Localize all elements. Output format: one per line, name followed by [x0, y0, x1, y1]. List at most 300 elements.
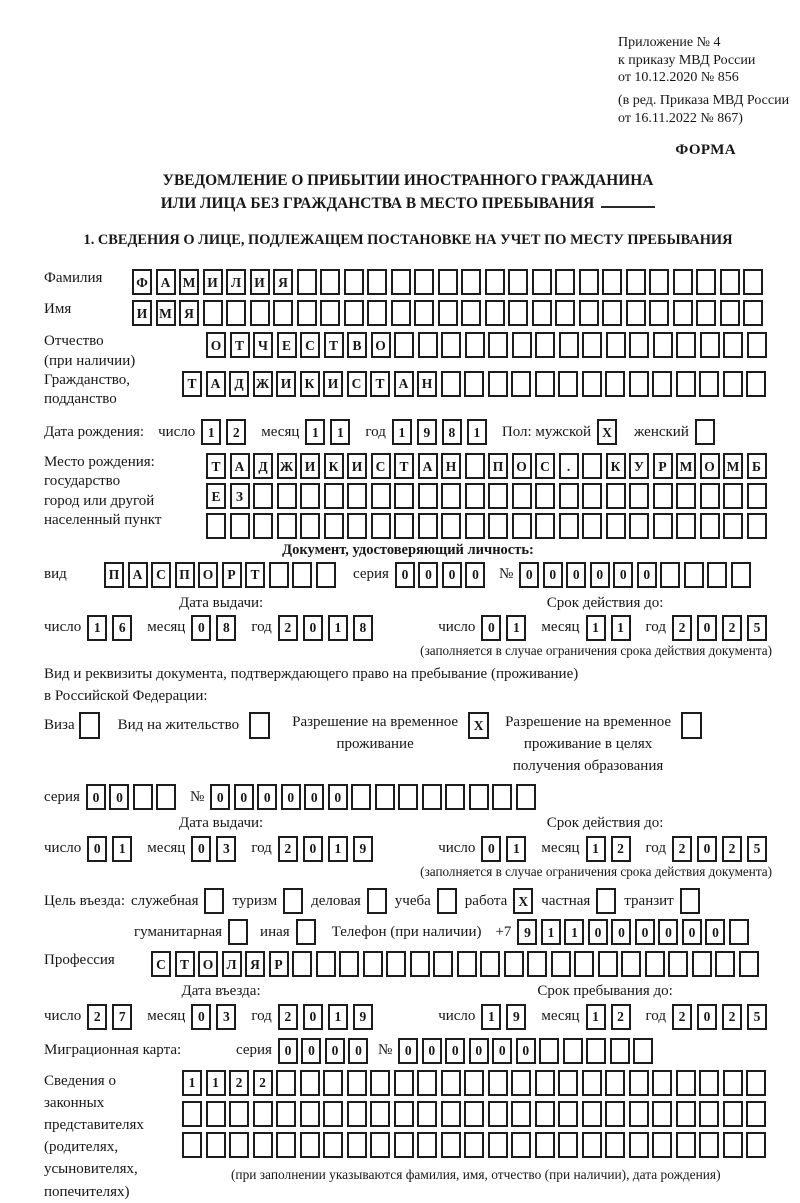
form-cell — [652, 1132, 672, 1158]
form-cell — [417, 1132, 437, 1158]
form-cell: 7 — [112, 1004, 132, 1030]
title-underline — [601, 195, 655, 208]
purpose-other-checkbox — [296, 919, 316, 945]
rvp-label: Разрешение на временное проживание — [292, 714, 459, 752]
form-cell — [555, 269, 575, 295]
form-cell — [504, 951, 524, 977]
form-cell: О — [198, 562, 218, 588]
form-cell — [700, 513, 720, 539]
form-cell — [316, 562, 336, 588]
citizenship-row — [44, 371, 772, 409]
permit-seria-row — [44, 784, 772, 810]
doc-type-label: вид — [44, 566, 67, 583]
form-cell — [653, 332, 673, 358]
form-cell — [535, 1070, 555, 1096]
form-cell: 0 — [303, 836, 323, 862]
form-cell — [720, 300, 740, 326]
form-cell — [512, 483, 532, 509]
form-cell: 1 — [481, 1004, 501, 1030]
form-cell — [386, 951, 406, 977]
form-cell — [206, 1101, 226, 1127]
patronymic-row — [44, 332, 772, 370]
form-cell — [516, 784, 536, 810]
permit-valid-heading: Срок действия до: — [546, 815, 664, 832]
form-cell: 0 — [301, 1038, 321, 1064]
form-cell: 0 — [109, 784, 129, 810]
stay-until-row — [438, 1004, 772, 1030]
permit-number-label: № — [189, 788, 205, 805]
form-cell: 1 — [328, 615, 348, 641]
form-cell — [276, 1132, 296, 1158]
form-cell — [492, 784, 512, 810]
form-cell: 2 — [722, 615, 742, 641]
form-cell — [316, 951, 336, 977]
form-cell: Т — [245, 562, 265, 588]
form-cell: 5 — [747, 615, 767, 641]
migration-number-cells — [398, 1038, 657, 1064]
form-cell — [746, 371, 766, 397]
form-cell: В — [347, 332, 367, 358]
residence-label: Вид на жительство — [117, 717, 240, 734]
form-cell — [602, 300, 622, 326]
form-cell — [370, 1132, 390, 1158]
entry-dates — [44, 982, 772, 1029]
profession-cells — [151, 951, 762, 977]
doc-valid-year-cells — [672, 615, 772, 641]
form-cell: Т — [230, 332, 250, 358]
form-cell — [276, 1070, 296, 1096]
form-cell: 1 — [586, 615, 606, 641]
form-cell — [273, 300, 293, 326]
form-cell: 2 — [87, 1004, 107, 1030]
form-cell — [394, 332, 414, 358]
purpose-item-label: работа — [464, 892, 508, 909]
form-cell: 0 — [328, 784, 348, 810]
form-cell — [465, 453, 485, 479]
purpose-item-label: иная — [260, 923, 290, 940]
form-cell — [422, 784, 442, 810]
form-cell — [441, 1101, 461, 1127]
name-cells — [132, 300, 767, 326]
year-label: год — [645, 619, 666, 636]
migration-number-label: № — [377, 1042, 393, 1059]
form-cell: 2 — [253, 1070, 273, 1096]
form-cell — [347, 1070, 367, 1096]
purpose-transit-checkbox — [680, 888, 700, 914]
permit-valid-month-cells — [586, 836, 636, 862]
form-cell — [511, 1132, 531, 1158]
migration-card-label: Миграционная карта: — [44, 1042, 182, 1059]
form-cell: 8 — [216, 615, 236, 641]
form-cell — [182, 1101, 202, 1127]
form-cell — [535, 332, 555, 358]
visa-checkbox — [79, 712, 100, 739]
form-cell: 0 — [697, 836, 717, 862]
form-cell — [652, 1070, 672, 1096]
day-label: число — [438, 619, 476, 636]
form-cell: 1 — [564, 919, 584, 945]
identity-doc-heading: Документ, удостоверяющий личность: — [282, 542, 534, 559]
form-cell — [508, 300, 528, 326]
form-cell — [539, 1038, 559, 1064]
form-cell — [367, 300, 387, 326]
form-cell — [582, 1101, 602, 1127]
appendix-line: от 10.12.2020 № 856 — [618, 70, 739, 86]
purpose-item-label: гуманитарная — [134, 923, 223, 940]
stay-day-cells — [481, 1004, 531, 1030]
form-cell — [551, 951, 571, 977]
stay-month-cells — [586, 1004, 636, 1030]
year-label: год — [365, 423, 386, 440]
form-cell — [370, 1070, 390, 1096]
doc-number-cells — [519, 562, 754, 588]
purpose-work-checkbox: X — [513, 888, 533, 914]
form-cell: 1 — [182, 1070, 202, 1096]
doc-issue-year-cells — [278, 615, 378, 641]
form-cell: Я — [179, 300, 199, 326]
form-cell — [250, 300, 270, 326]
migration-card-row — [44, 1038, 772, 1064]
form-cell: 1 — [87, 615, 107, 641]
form-cell — [605, 1101, 625, 1127]
purpose-item-label: деловая — [311, 892, 361, 909]
form-cell — [746, 1101, 766, 1127]
form-cell — [394, 1070, 414, 1096]
day-label: число — [158, 423, 196, 440]
month-label: месяц — [261, 423, 300, 440]
form-cell — [417, 1070, 437, 1096]
permit-valid-note: (заполняется в случае ограничения срока действия документа) — [420, 863, 772, 879]
form-cell: 0 — [87, 836, 107, 862]
year-label: год — [645, 840, 666, 856]
form-cell: 1 — [506, 836, 526, 862]
form-cell — [394, 1101, 414, 1127]
patronymic-label: Отчество (при наличии) — [44, 333, 136, 369]
identity-doc-row — [44, 562, 772, 588]
form-cell — [582, 371, 602, 397]
form-cell — [723, 371, 743, 397]
form-cell — [652, 1101, 672, 1127]
form-cell — [676, 1132, 696, 1158]
doc-seria-label: серия — [353, 566, 389, 583]
form-cell: Р — [222, 562, 242, 588]
form-cell — [297, 269, 317, 295]
form-cell — [621, 951, 641, 977]
form-cell — [720, 269, 740, 295]
form-cell — [253, 1132, 273, 1158]
form-cell — [582, 453, 602, 479]
form-cell — [563, 1038, 583, 1064]
form-cell: 0 — [481, 615, 501, 641]
birth-place-label: Место рождения: государство город или другой населенный пункт — [44, 454, 162, 528]
form-cell: И — [347, 453, 367, 479]
form-cell: 0 — [234, 784, 254, 810]
form-cell — [457, 951, 477, 977]
appendix-line: Приложение № 4 — [618, 35, 721, 50]
form-cell: С — [151, 951, 171, 977]
doc-issue-month-cells — [191, 615, 241, 641]
form-cell: . — [559, 453, 579, 479]
form-cell: 8 — [442, 419, 462, 445]
form-cell — [433, 951, 453, 977]
form-cell — [629, 1070, 649, 1096]
form-cell — [629, 332, 649, 358]
form-cell — [398, 784, 418, 810]
citizenship-label: Гражданство, подданство — [44, 371, 131, 407]
form-cell — [461, 300, 481, 326]
form-cell — [371, 483, 391, 509]
form-cell — [535, 1132, 555, 1158]
form-cell: Е — [277, 332, 297, 358]
form-cell — [229, 1101, 249, 1127]
form-cell — [323, 1070, 343, 1096]
form-cell — [652, 371, 672, 397]
purpose-row — [44, 888, 772, 914]
form-cell: 0 — [705, 919, 725, 945]
form-cell — [535, 1101, 555, 1127]
form-cell: 1 — [305, 419, 325, 445]
form-cell: 2 — [611, 1004, 631, 1030]
form-cell — [300, 1101, 320, 1127]
form-cell — [324, 483, 344, 509]
doc-issue-heading: Дата выдачи: — [178, 594, 264, 611]
form-cell — [230, 513, 250, 539]
permit-issue-heading: Дата выдачи: — [178, 815, 264, 832]
sex-female-label: женский — [634, 423, 689, 440]
form-cell — [676, 1070, 696, 1096]
form-cell: Т — [370, 371, 390, 397]
form-cell: С — [347, 371, 367, 397]
permit-issue-col — [44, 814, 398, 861]
form-cell — [276, 1101, 296, 1127]
form-cell: 1 — [586, 1004, 606, 1030]
form-cell: Ч — [253, 332, 273, 358]
form-cell — [696, 269, 716, 295]
form-cell — [582, 513, 602, 539]
form-cell — [367, 269, 387, 295]
form-cell — [414, 269, 434, 295]
form-cell — [743, 300, 763, 326]
form-cell — [347, 1101, 367, 1127]
form-cell — [418, 332, 438, 358]
profession-label: Профессия — [44, 952, 115, 969]
rvp-option — [292, 712, 489, 756]
entry-date-col — [44, 982, 398, 1029]
form-cell: И — [203, 269, 223, 295]
form-cell: 0 — [588, 919, 608, 945]
forma-label: ФОРМА — [675, 142, 736, 159]
representatives-note: (при заполнении указываются фамилия, имя, отчество (при наличии), дата рождения) — [230, 1166, 721, 1182]
form-cell — [696, 300, 716, 326]
form-cell — [347, 513, 367, 539]
form-cell — [512, 513, 532, 539]
form-cell — [629, 483, 649, 509]
form-cell: 0 — [613, 562, 633, 588]
form-cell: Д — [253, 453, 273, 479]
form-cell — [441, 1070, 461, 1096]
form-cell — [464, 1101, 484, 1127]
form-cell: 0 — [325, 1038, 345, 1064]
permit-valid-year-cells — [672, 836, 772, 862]
form-cell — [441, 371, 461, 397]
form-cell — [394, 513, 414, 539]
form-cell — [676, 332, 696, 358]
form-cell — [351, 784, 371, 810]
migration-seria-label: серия — [236, 1042, 272, 1059]
form-cell — [660, 562, 680, 588]
form-cell — [723, 1070, 743, 1096]
form-cell — [182, 1132, 202, 1158]
form-cell — [371, 513, 391, 539]
doc-valid-col — [398, 594, 772, 641]
form-cell: 0 — [86, 784, 106, 810]
surname-label: Фамилия — [44, 270, 103, 287]
form-cell: И — [132, 300, 152, 326]
form-cell: 0 — [637, 562, 657, 588]
form-cell: 5 — [747, 1004, 767, 1030]
doc-dates — [44, 594, 772, 641]
form-cell — [579, 300, 599, 326]
doc-valid-row — [438, 615, 772, 641]
stay-year-cells — [672, 1004, 772, 1030]
form-cell — [297, 300, 317, 326]
form-cell: П — [175, 562, 195, 588]
form-cell: Т — [182, 371, 202, 397]
form-cell — [488, 332, 508, 358]
form-cell: Е — [206, 483, 226, 509]
form-cell: 1 — [330, 419, 350, 445]
form-cell — [464, 371, 484, 397]
form-cell: О — [512, 453, 532, 479]
representatives-line3 — [182, 1132, 770, 1158]
form-cell: 3 — [216, 836, 236, 862]
residence-option — [118, 712, 270, 739]
form-cell — [323, 1101, 343, 1127]
rvp-edu-label: Разрешение на временное проживание в целях получения образования — [505, 714, 672, 774]
form-cell: 9 — [517, 919, 537, 945]
form-cell: С — [300, 332, 320, 358]
permit-issue-month-cells — [191, 836, 241, 862]
form-cell — [203, 300, 223, 326]
form-cell — [344, 300, 364, 326]
birth-place-line1 — [206, 453, 770, 479]
form-cell — [729, 919, 749, 945]
appendix-line: (в ред. Приказа МВД России — [618, 92, 790, 108]
day-label: число — [44, 1008, 82, 1025]
form-cell: Я — [245, 951, 265, 977]
form-cell — [629, 513, 649, 539]
form-cell — [673, 269, 693, 295]
form-cell: А — [156, 269, 176, 295]
form-cell: А — [206, 371, 226, 397]
month-label: месяц — [541, 619, 580, 636]
form-cell — [488, 483, 508, 509]
birth-day-cells — [201, 419, 251, 445]
phone-prefix: +7 — [495, 923, 512, 940]
form-cell — [723, 332, 743, 358]
form-cell — [747, 483, 767, 509]
form-cell: 9 — [417, 419, 437, 445]
form-cell: 0 — [395, 562, 415, 588]
form-cell: К — [324, 453, 344, 479]
form-cell — [676, 371, 696, 397]
form-cell — [629, 1132, 649, 1158]
representatives-cells — [182, 1070, 770, 1183]
form-cell: О — [206, 332, 226, 358]
form-cell: 0 — [465, 562, 485, 588]
form-cell — [485, 269, 505, 295]
form-cell — [579, 269, 599, 295]
form-cell — [626, 300, 646, 326]
residence-checkbox — [249, 712, 270, 739]
form-cell: О — [700, 453, 720, 479]
permit-valid-row — [438, 836, 772, 862]
form-cell — [394, 1132, 414, 1158]
form-cell — [535, 371, 555, 397]
form-cell: 2 — [278, 615, 298, 641]
form-cell — [441, 332, 461, 358]
form-cell — [391, 269, 411, 295]
form-cell — [320, 269, 340, 295]
entry-date-row — [44, 1004, 398, 1030]
purpose-tourism-checkbox — [283, 888, 303, 914]
form-cell — [410, 951, 430, 977]
permit-issue-year-cells — [278, 836, 378, 862]
doc-seria-cells — [395, 562, 489, 588]
form-cell: Б — [747, 453, 767, 479]
form-cell — [746, 1132, 766, 1158]
form-cell — [229, 1132, 249, 1158]
form-cell — [292, 562, 312, 588]
permit-valid-col — [398, 814, 772, 861]
form-cell — [684, 562, 704, 588]
form-cell — [746, 1070, 766, 1096]
form-cell — [699, 1132, 719, 1158]
form-cell — [653, 513, 673, 539]
form-cell — [586, 1038, 606, 1064]
purpose-humanitarian-checkbox — [228, 919, 248, 945]
form-cell: 0 — [398, 1038, 418, 1064]
form-cell — [558, 1070, 578, 1096]
form-cell — [535, 513, 555, 539]
form-cell: 0 — [658, 919, 678, 945]
form-cell — [747, 513, 767, 539]
rvp-checkbox: X — [468, 712, 489, 739]
birth-date-label: Дата рождения: — [44, 423, 145, 440]
form-cell: Ф — [132, 269, 152, 295]
form-cell — [715, 951, 735, 977]
form-cell — [532, 269, 552, 295]
migration-seria-cells — [278, 1038, 372, 1064]
form-cell — [511, 1070, 531, 1096]
form-cell: 0 — [422, 1038, 442, 1064]
representatives-label: Сведения о законных представителях (родителях, усыновителях, попечителях) — [44, 1072, 144, 1200]
form-cell — [723, 1101, 743, 1127]
form-cell: И — [300, 453, 320, 479]
rvp-edu-option — [505, 712, 702, 777]
form-cell: С — [151, 562, 171, 588]
form-cell: 2 — [672, 615, 692, 641]
form-cell: 0 — [418, 562, 438, 588]
month-label: месяц — [541, 840, 580, 856]
purpose-study-checkbox — [437, 888, 457, 914]
form-cell — [370, 1101, 390, 1127]
form-cell: 8 — [353, 615, 373, 641]
form-cell: Р — [269, 951, 289, 977]
birth-place-line3 — [206, 513, 770, 539]
form-cell — [645, 951, 665, 977]
form-cell — [699, 371, 719, 397]
